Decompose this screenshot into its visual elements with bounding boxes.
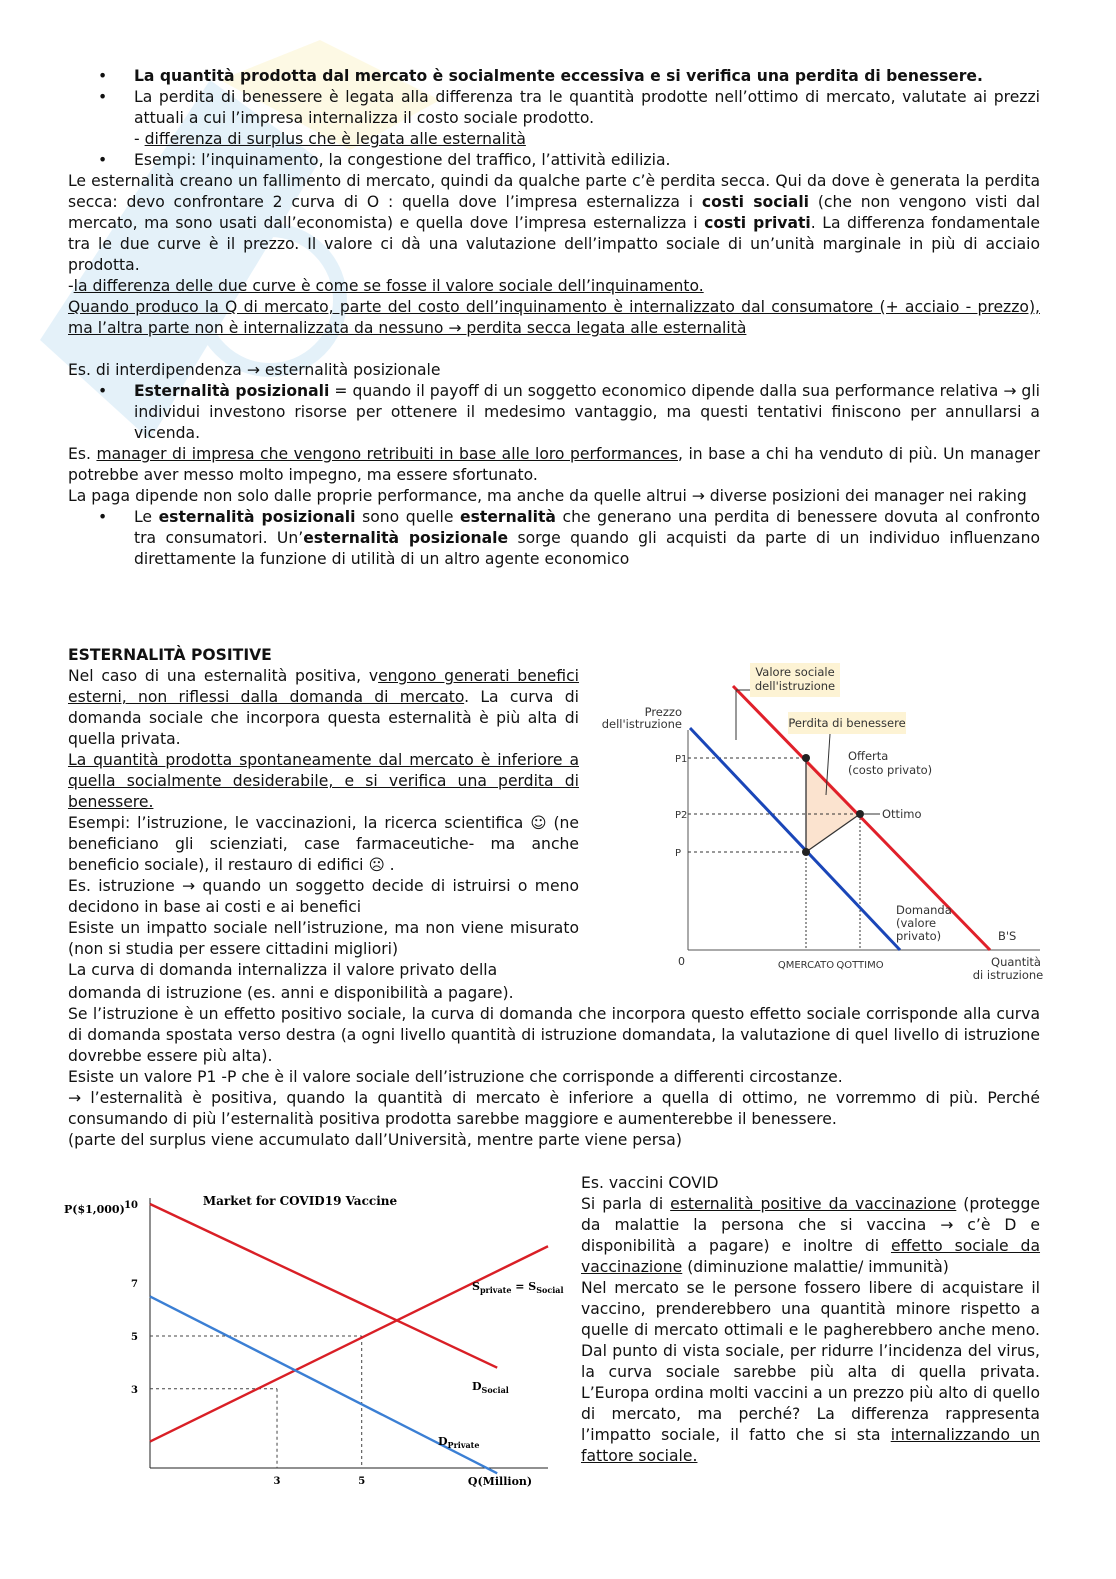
paragraph bbox=[581, 1278, 1040, 1467]
bullet-text: Esempi: l’inquinamento, la congestione del traffico, l’attività edilizia. bbox=[134, 151, 671, 169]
text: = quando il payoff di un soggetto economico dipende dalla sua performance relativa → gli individui investono risorse per ottenere il medesimo vantaggio, ma questi tentativi finiscono per annullarsi a vicenda. bbox=[134, 382, 1040, 442]
bullet-item bbox=[68, 507, 1040, 570]
chart-title: Market for COVID19 Vaccine bbox=[202, 1194, 398, 1208]
annotation-private-demand-line3: privato) bbox=[896, 929, 942, 943]
bullet-item bbox=[68, 381, 1040, 444]
social-demand-curve bbox=[150, 1204, 497, 1368]
bullet-text-main: La perdita di benessere è legata alla differenza tra le quantità prodotte nell’ottimo di mercato, valutate ai prezzi attuali a cui l’impresa internalizza il costo sociale prodotto. bbox=[134, 88, 1040, 127]
bold-text: esternalità posizionali bbox=[158, 508, 356, 526]
underlined-text: la differenza delle due curve è come se fosse il valore sociale dell’inquinamento. bbox=[73, 277, 704, 295]
paragraph: Es. di interdipendenza → esternalità posizionale bbox=[68, 361, 441, 379]
x-tick-q-ottimo: QOTTIMO bbox=[836, 960, 884, 971]
bullet-icon: • bbox=[98, 382, 108, 400]
bullet-icon: • bbox=[98, 67, 108, 85]
supply-curve bbox=[150, 1246, 548, 1441]
covid-vaccine-chart bbox=[60, 1190, 565, 1500]
point-p bbox=[802, 848, 810, 856]
text: Le esternalità creano un fallimento di mercato, quindi da qualche parte c’è perdita secca. Qui da dove è generata la perdita secca: devo confrontare 2 curva di O : quella dove l’impresa esternalizza i bbox=[68, 172, 1040, 211]
text: (che non vengono visti dal mercato, ma sono usati dall’economista) e quella dove l’impresa esternalizza i bbox=[68, 193, 1040, 232]
bullet-text: La quantità prodotta dal mercato è socialmente eccessiva e si verifica una perdita di benessere. bbox=[134, 67, 983, 85]
y-tick-label: 7 bbox=[131, 1279, 138, 1291]
bullet-item bbox=[68, 87, 1040, 150]
y-axis-label-line2: dell'istruzione bbox=[601, 717, 682, 731]
text: . La curva di domanda sociale che incorpora questa esternalità è più alta di quella privata. bbox=[68, 688, 579, 748]
paragraph: La quantità prodotta spontaneamente dal mercato è inferiore a quella socialmente desiderabile, e si verifica una perdita di benessere. bbox=[68, 751, 579, 811]
paragraph: La paga dipende non solo dalle proprie performance, ma anche da quelle altrui → diverse posizioni dei manager nei raking bbox=[68, 487, 1027, 505]
y-tick-p2: P2 bbox=[675, 810, 688, 821]
paragraph bbox=[68, 444, 1040, 486]
x-tick-label: 5 bbox=[358, 1476, 366, 1487]
bullet-icon: • bbox=[98, 88, 108, 106]
text: sorge quando gli acquisti da parte di un individuo influenzano direttamente la funzione di utilità di un altro agente economico bbox=[134, 529, 1040, 568]
paragraph bbox=[68, 276, 1040, 297]
x-tick-q-mercato: QMERCATO bbox=[777, 960, 835, 971]
bullet-text bbox=[134, 381, 1040, 444]
y-tick-label: 5 bbox=[131, 1332, 138, 1343]
covid-section-right bbox=[581, 1173, 1040, 1467]
top-section bbox=[68, 66, 1040, 570]
paragraph: (parte del surplus viene accumulato dall’Università, mentre parte viene persa) bbox=[68, 1131, 682, 1149]
paragraph: → l’esternalità è positiva, quando la quantità di mercato è inferiore a quella di ottimo, ne vorremmo di più. Perché consumando di più l’esternalità positiva prodotta sarebbe maggiore e aumenterebbe il benessere. bbox=[68, 1089, 1040, 1128]
annotation-social-value-line1: Valore sociale bbox=[755, 665, 835, 679]
origin-label: 0 bbox=[678, 955, 685, 968]
underlined-text: engono generati benefici esterni, non riflessi dalla domanda di mercato bbox=[68, 667, 579, 706]
y-axis-label-line1: Prezzo bbox=[644, 705, 682, 719]
y-tick-label: 3 bbox=[131, 1384, 138, 1396]
text: che generano una perdita di benessere dovuta al confronto tra consumatori. Un’ bbox=[134, 508, 1041, 547]
text: Le bbox=[134, 508, 159, 526]
bold-text: costi privati bbox=[704, 214, 811, 232]
series-label-social-demand: $D_{Social}$ bbox=[472, 1380, 509, 1395]
text: Nel caso di una esternalità positiva, v bbox=[68, 667, 379, 685]
text: - bbox=[68, 277, 74, 295]
bullet-text bbox=[134, 87, 1040, 150]
annotation-social-value-line2: dell'istruzione bbox=[754, 679, 836, 693]
paragraph: Es. istruzione → quando un soggetto decide di istruirsi o meno decidono in base ai costi e ai benefici bbox=[68, 877, 579, 916]
y-tick-p: P bbox=[675, 848, 682, 859]
annotation-private-demand-line2: (valore bbox=[896, 916, 937, 930]
annotation-private-demand-line1: Domanda bbox=[896, 903, 952, 917]
bold-text: esternalità posizionale bbox=[303, 529, 509, 547]
x-tick-label: 3 bbox=[273, 1476, 281, 1487]
paragraph: Se l’istruzione è un effetto positivo sociale, la curva di domanda che incorpora questo effetto sociale corrisponde alla curva di domanda spostata verso destra (a ogni livello quantità di istruzione domandata, la valutazione di quel livello di istruzione dovrebbe essere più alta). bbox=[68, 1005, 1040, 1065]
bullet-item bbox=[68, 66, 1040, 87]
chart-plot bbox=[64, 1194, 564, 1488]
positive-section-left bbox=[68, 645, 579, 981]
series-label-supply: $S_{private} = S_{Social}$ bbox=[472, 1280, 564, 1295]
x-axis-label-line2: di istruzione bbox=[972, 968, 1044, 982]
education-externality-chart bbox=[600, 660, 1050, 985]
underlined-text: effetto sociale da vaccinazione bbox=[581, 1237, 1041, 1276]
text: (protegge da malattie la persona che si vaccina → c’è D e disponibilità a pagare) e inoltre di bbox=[581, 1195, 1040, 1255]
text: Si parla di bbox=[581, 1195, 671, 1213]
annotation-welfare-loss: Perdita di benessere bbox=[788, 716, 906, 730]
bullet-text bbox=[134, 507, 1040, 570]
bold-text: Esternalità posizionali bbox=[134, 382, 330, 400]
paragraph: Esempi: l’istruzione, le vaccinazioni, la ricerca scientifica ☺ (ne beneficiano gli scienziati, case farmaceutiche- ma anche beneficio sociale), il restauro di edifici ☹ . bbox=[68, 814, 579, 874]
x-axis-label: Q(Million) bbox=[467, 1475, 533, 1488]
text: . La differenza fondamentale tra le due curve è il prezzo. Il valore ci dà una valutazione dell’impatto sociale di un’unità marginale in più di acciaio prodotta. bbox=[68, 214, 1041, 274]
bullet-item bbox=[68, 150, 1040, 171]
text: (diminuzione malattie/ immunità) bbox=[682, 1258, 949, 1276]
point-p1 bbox=[802, 754, 810, 762]
bold-text: esternalità bbox=[460, 508, 556, 526]
bullet-icon: • bbox=[98, 508, 108, 526]
paragraph: domanda di istruzione (es. anni e disponibilità a pagare). bbox=[68, 984, 514, 1002]
bullet-icon: • bbox=[98, 151, 108, 169]
section-heading: ESTERNALITÀ POSITIVE bbox=[68, 646, 272, 664]
paragraph: Es. vaccini COVID bbox=[581, 1174, 719, 1192]
paragraph bbox=[68, 666, 579, 750]
bullet-subtext-prefix: - bbox=[134, 130, 145, 148]
paragraph: Esiste un impatto sociale nell’istruzione, ma non viene misurato (non si studia per essere cittadini migliori) bbox=[68, 919, 579, 958]
y-tick-label: 10 bbox=[124, 1200, 138, 1211]
series-label-private-demand: $D_{Private}$ bbox=[438, 1435, 480, 1450]
bold-text: costi sociali bbox=[701, 193, 810, 211]
middle-section bbox=[68, 983, 1040, 1151]
underlined-text: internalizzando un fattore sociale. bbox=[581, 1426, 1040, 1465]
paragraph bbox=[581, 1194, 1040, 1278]
text: sono quelle bbox=[355, 508, 461, 526]
paragraph: Esiste un valore P1 -P che è il valore sociale dell’istruzione che corrisponde a differenti circostanze. bbox=[68, 1068, 843, 1086]
y-tick-p1: P1 bbox=[675, 754, 688, 765]
x-axis-label-line1: Quantità bbox=[991, 955, 1041, 969]
annotation-optimum: Ottimo bbox=[882, 807, 922, 821]
bullet-subtext: differenza di surplus che è legata alle esternalità bbox=[144, 130, 526, 148]
annotation-social-demand: B'S bbox=[998, 929, 1017, 943]
point-optimum bbox=[856, 810, 864, 818]
text: , in base a chi ha venduto di più. Un manager potrebbe aver messo molto impegno, ma essere sfortunato. bbox=[68, 445, 1041, 484]
text: Es. bbox=[68, 445, 97, 463]
annotation-supply-line2: (costo privato) bbox=[848, 763, 933, 777]
paragraph bbox=[68, 171, 1040, 276]
annotation-supply-line1: Offerta bbox=[848, 749, 889, 763]
y-axis-label: P($1,000) bbox=[64, 1203, 125, 1216]
underlined-text: esternalità positive da vaccinazione bbox=[670, 1195, 957, 1213]
paragraph: Quando produco la Q di mercato, parte del costo dell’inquinamento è internalizzato dal consumatore (+ acciaio - prezzo), ma l’altra parte non è internalizzata da nessuno → perdita secca legata alle esternalità bbox=[68, 298, 1040, 337]
chart-marks bbox=[124, 1200, 548, 1487]
paragraph: La curva di domanda internalizza il valore privato della bbox=[68, 961, 498, 979]
text: Nel mercato se le persone fossero libere di acquistare il vaccino, prenderebbero una quantità minore rispetto a quelle di mercato ottimali e le pagherebbero anche meno. Dal punto di vista sociale, per ridurre l’incidenza del virus, la curva sociale sarebbe più alta di quella privata. L’Europa ordina molti vaccini a un prezzo più alto di quello di mercato, ma perché? La differenza rappresenta l’impatto sociale, il fatto che si sta bbox=[581, 1279, 1040, 1444]
underlined-text: manager di impresa che vengono retribuiti in base alle loro performances bbox=[96, 445, 678, 463]
